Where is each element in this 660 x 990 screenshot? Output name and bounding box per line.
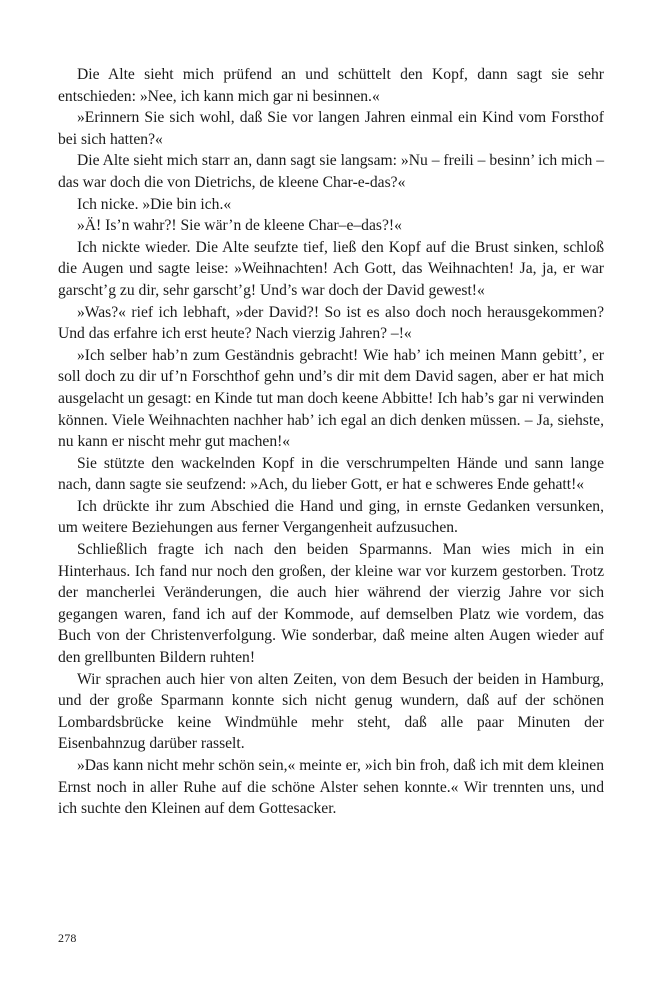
- page-body: [58, 64, 604, 820]
- paragraph: »Ich selber hab’n zum Geständnis gebracht! Wie hab’ ich meinen Mann gebitt’, er soll doch zu dir uf’n Forschthof gehn und’s dir mit dem David sagen, aber er hat mich ausgelacht un gesagt: en Kinde tut man doch keene Abbitte! Ich hab’s gar ni verwinden können. Viele Weihnachten nachher hab’ ich egal an dich denken müssen. – Ja, siehste, nu kann er nischt mehr gut machen!«: [58, 346, 604, 451]
- paragraph: Ich nicke. »Die bin ich.«: [77, 195, 232, 213]
- paragraph: Schließlich fragte ich nach den beiden Sparmanns. Man wies mich in ein Hinterhaus. Ich fand nur noch den großen, der kleine war vor kurzem gestorben. Trotz der mancherlei Veränderungen, die auch hier während der vierzig Jahre vor sich gegangen waren, fand ich auf der Kommode, auf demselben Platz wie vordem, das Buch von der Christenverfolgung. Wie sonderbar, daß meine alten Augen wieder auf den grellbunten Bildern ruhten!: [58, 541, 604, 667]
- paragraph: »Erinnern Sie sich wohl, daß Sie vor langen Jahren einmal ein Kind vom Forsthof bei sich hatten?«: [58, 109, 604, 148]
- paragraph: Wir sprachen auch hier von alten Zeiten, von dem Besuch der beiden in Hamburg, und der große Sparmann konnte sich nicht genug wundern, daß auf der schönen Lombardsbrücke keine Windmühle mehr steht, daß alle paar Minuten der Eisenbahnzug darüber rasselt.: [58, 670, 604, 753]
- paragraph: »Das kann nicht mehr schön sein,« meinte er, »ich bin froh, daß ich mit dem kleinen Ernst noch in aller Ruhe auf die schöne Alster sehen konnte.« Wir trennten uns, und ich suchte den Kleinen auf dem Gottesacker.: [58, 757, 604, 818]
- paragraph: Ich nickte wieder. Die Alte seufzte tief, ließ den Kopf auf die Brust sinken, schloß die Augen und sagte leise: »Weihnachten! Ach Gott, das Weihnachten! Ja, ja, er war garscht’g zu dir, sehr garscht’g! Und’s war doch der David gewest!«: [58, 238, 604, 299]
- paragraph: »Ä! Is’n wahr?! Sie wär’n de kleene Char–e–das?!«: [77, 217, 402, 235]
- paragraph: Die Alte sieht mich prüfend an und schüttelt den Kopf, dann sagt sie sehr entschieden: »Nee, ich kann mich gar ni besinnen.«: [58, 66, 604, 105]
- paragraph: Ich drückte ihr zum Abschied die Hand und ging, in ernste Gedanken versunken, um weitere Beziehungen aus ferner Vergangenheit aufzusuchen.: [58, 497, 604, 537]
- paragraph: »Was?« rief ich lebhaft, »der David?! So ist es also doch noch herausgekommen? Und das erfahre ich erst heute? Nach vierzig Jahren? –!«: [58, 303, 604, 343]
- page-number: 278: [58, 931, 77, 945]
- paragraph: Sie stützte den wackelnden Kopf in die verschrumpelten Hände und sann lange nach, dann sagte sie seufzend: »Ach, du lieber Gott, er hat e schweres Ende gehatt!«: [58, 454, 604, 494]
- paragraph: Die Alte sieht mich starr an, dann sagt sie langsam: »Nu – freili – besinn’ ich mich – das war doch die von Dietrichs, de kleene Char-e-das?«: [58, 152, 604, 191]
